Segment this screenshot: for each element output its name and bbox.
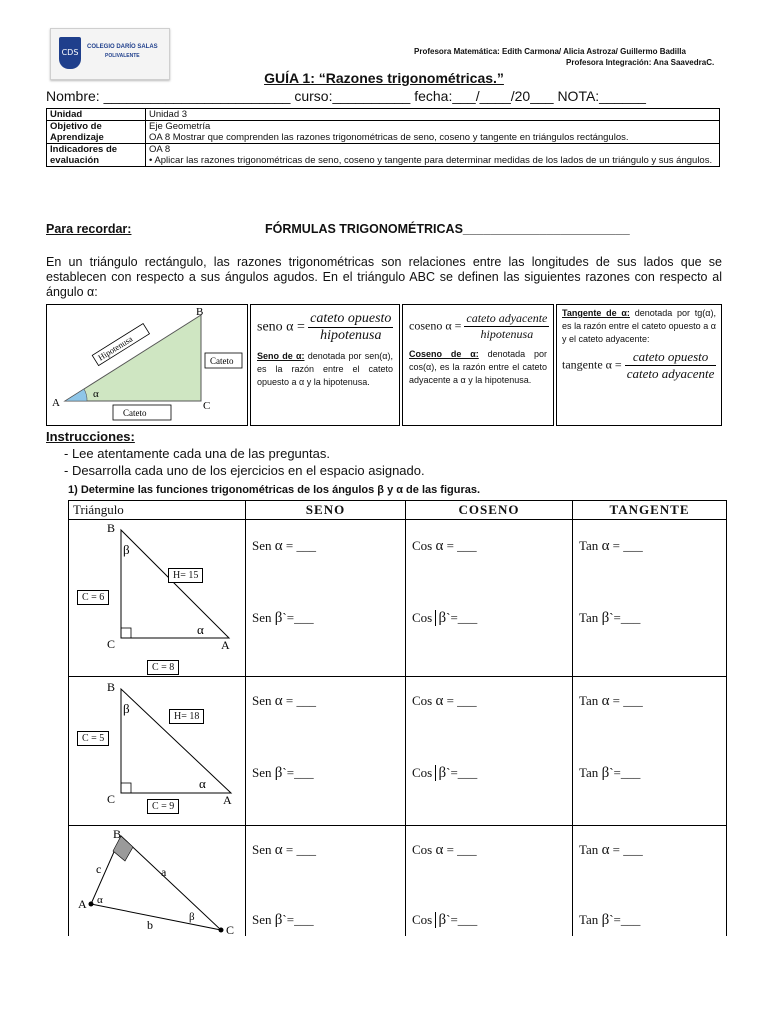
answer-blank[interactable]: =___ bbox=[286, 610, 314, 625]
seno-lhs: seno α = bbox=[257, 319, 305, 335]
beta-symbol: β bbox=[435, 610, 446, 626]
tan-alpha-2 bbox=[579, 693, 643, 710]
exercise-row-1 bbox=[69, 520, 727, 677]
indicadores-text: • Aplicar las razones trigonométricas de seno, coseno y tangente para determinar medidas de los lados de un triángulo y sus ángulos. bbox=[149, 155, 713, 166]
alpha-symbol: α bbox=[435, 693, 444, 709]
tri1-vertex-b: B bbox=[107, 521, 116, 535]
tri3-vertex-b: B bbox=[113, 827, 122, 841]
tan-label: Tan bbox=[579, 610, 599, 625]
coseno-formula-box bbox=[402, 304, 554, 426]
alpha-angle-mark bbox=[65, 389, 87, 401]
objetivo-eje: Eje Geometría bbox=[149, 121, 211, 132]
answer-blank[interactable]: = ___ bbox=[443, 693, 477, 708]
tan-cell-3 bbox=[573, 826, 727, 937]
seno-description bbox=[257, 350, 393, 389]
triangle-1-right-angle bbox=[121, 628, 131, 638]
tangente-fraction bbox=[625, 349, 717, 382]
tri3-vertex-a: A bbox=[78, 897, 87, 911]
reference-triangle-figure bbox=[47, 305, 247, 425]
alpha-symbol: α bbox=[601, 693, 610, 709]
tangente-title: Tangente de α: bbox=[562, 308, 630, 318]
answer-blank[interactable]: = ___ bbox=[282, 693, 316, 708]
ref-hypotenuse-label: Hipotenusa bbox=[96, 333, 135, 363]
coseno-title: Coseno de α: bbox=[409, 349, 479, 359]
para-recordar-label: Para recordar: bbox=[46, 222, 132, 236]
tri1-alpha: α bbox=[197, 622, 204, 637]
sen-cell-3 bbox=[246, 826, 406, 937]
tri3-side-c: c bbox=[96, 862, 102, 876]
ref-cateto-right: Cateto bbox=[210, 356, 234, 366]
coseno-denominator: hipotenusa bbox=[480, 327, 534, 341]
answer-blank[interactable]: =___ bbox=[286, 765, 314, 780]
sen-beta-1: Sen β`=___ bbox=[252, 610, 314, 626]
col-header-coseno: COSENO bbox=[406, 501, 573, 520]
sen-label: Sen bbox=[252, 610, 272, 625]
coseno-fraction bbox=[464, 311, 549, 342]
tri2-vertex-c: C bbox=[107, 792, 116, 806]
triangle-2 bbox=[121, 689, 231, 793]
beta-symbol: β bbox=[274, 765, 283, 781]
tan-cell-1 bbox=[573, 520, 727, 677]
alpha-symbol: α bbox=[435, 538, 444, 554]
logo-school-type: POLIVALENTE bbox=[105, 53, 140, 59]
beta-symbol: β bbox=[435, 912, 446, 928]
tri1-vertex-c: C bbox=[107, 637, 116, 651]
tri3-beta: β bbox=[189, 911, 195, 923]
seno-fraction bbox=[308, 311, 393, 344]
tangente-denominator: cateto adyacente bbox=[626, 366, 715, 381]
cos-cell-1 bbox=[406, 520, 573, 677]
triangle-cell-3 bbox=[69, 826, 246, 937]
cos-alpha-2 bbox=[412, 693, 477, 710]
beta-symbol: β bbox=[601, 912, 610, 928]
coseno-numerator: cateto adyacente bbox=[466, 311, 548, 325]
indicadores-value bbox=[146, 144, 720, 167]
school-crest: CDS bbox=[59, 37, 81, 69]
sen-cell-2 bbox=[246, 677, 406, 826]
triangle-cell-2 bbox=[69, 677, 246, 826]
coseno-description bbox=[409, 348, 547, 387]
col-header-triangle: Triángulo bbox=[69, 501, 246, 520]
answer-blank[interactable]: =___ bbox=[450, 765, 478, 780]
triangle-1 bbox=[121, 530, 229, 638]
question-1: 1) Determine las funciones trigonométricas de los ángulos β y α de las figuras. bbox=[68, 484, 481, 496]
tri3-alpha: α bbox=[97, 894, 103, 906]
sen-beta-2: Sen β`=___ bbox=[252, 765, 314, 781]
tangente-desc-text: denotada por tg(α), es la razón entre el cateto opuesto a α y el cateto adyacente: bbox=[562, 308, 716, 344]
coseno-desc-text: denotada por cos(α), es la razón entre el cateto adyacente a α y la hipotenusa. bbox=[409, 349, 547, 385]
cos-beta-2: Cos β`=___ bbox=[412, 765, 478, 781]
cos-beta-1: Cos β`=___ bbox=[412, 610, 478, 626]
answer-blank[interactable]: = ___ bbox=[609, 842, 643, 857]
tri2-vertex-b: B bbox=[107, 680, 116, 694]
beta-symbol: β bbox=[274, 912, 283, 928]
tangente-formula bbox=[562, 349, 716, 382]
tri1-cateto-horizontal-label: C = 8 bbox=[147, 660, 179, 675]
objetivo-oa: OA 8 Mostrar que comprenden las razones trigonométricas de seno, coseno y tangente en triángulos rectángulos. bbox=[149, 132, 629, 143]
ref-vertex-a: A bbox=[52, 397, 60, 409]
answer-blank[interactable]: = ___ bbox=[443, 538, 477, 553]
tan-beta-2: Tan β`=___ bbox=[579, 765, 641, 781]
indicadores-oa: OA 8 bbox=[149, 144, 171, 155]
sen-label: Sen bbox=[252, 693, 272, 708]
ref-vertex-c: C bbox=[203, 400, 211, 412]
tri2-cateto-horizontal-label: C = 9 bbox=[147, 799, 179, 814]
cos-alpha-3 bbox=[412, 842, 477, 859]
tan-label: Tan bbox=[579, 842, 599, 857]
answer-blank[interactable]: =___ bbox=[450, 610, 478, 625]
tri1-hypotenuse-label: H= 15 bbox=[168, 568, 203, 583]
answer-blank[interactable]: = ___ bbox=[282, 842, 316, 857]
cos-cell-2 bbox=[406, 677, 573, 826]
alpha-symbol: α bbox=[274, 693, 283, 709]
alpha-symbol: α bbox=[601, 538, 610, 554]
formulas-heading: FÓRMULAS TRIGONOMÉTRICAS________________________ bbox=[265, 222, 630, 236]
exercise-row-3 bbox=[69, 826, 727, 937]
coseno-lhs: coseno α = bbox=[409, 318, 462, 333]
cos-alpha-1 bbox=[412, 538, 477, 555]
tangente-numerator: cateto opuesto bbox=[625, 349, 717, 366]
student-fields-line: Nombre: ________________________ curso:__________ fecha:___/____/20___ NOTA:______ bbox=[46, 88, 646, 104]
sen-label: Sen bbox=[252, 912, 272, 927]
unidad-label: Unidad bbox=[47, 109, 146, 121]
col-header-tangente: TANGENTE bbox=[573, 501, 727, 520]
tri3-point-c bbox=[219, 928, 224, 933]
tan-label: Tan bbox=[579, 693, 599, 708]
cos-label: Cos bbox=[412, 610, 433, 625]
integration-teacher-line: Profesora Integración: Ana SaavedraC. bbox=[566, 58, 715, 67]
reference-triangle-box bbox=[46, 304, 248, 426]
info-table bbox=[46, 108, 720, 167]
sen-label: Sen bbox=[252, 842, 272, 857]
beta-symbol: β bbox=[435, 765, 446, 781]
tangente-lhs: tangente α = bbox=[562, 357, 622, 372]
col-header-seno: SENO bbox=[246, 501, 406, 520]
objetivo-value bbox=[146, 121, 720, 144]
beta-symbol: β bbox=[601, 610, 610, 626]
triangle-3-figure bbox=[69, 826, 241, 936]
tri2-alpha: α bbox=[199, 776, 206, 791]
tri2-cateto-vertical-label: C = 5 bbox=[77, 731, 109, 746]
ref-cateto-bottom: Cateto bbox=[123, 408, 147, 418]
beta-symbol: β bbox=[274, 610, 283, 626]
answer-blank[interactable]: =___ bbox=[613, 912, 641, 927]
seno-formula bbox=[257, 311, 393, 344]
tan-label: Tan bbox=[579, 538, 599, 553]
answer-blank[interactable]: =___ bbox=[613, 610, 641, 625]
ref-vertex-b: B bbox=[196, 306, 204, 318]
answer-blank[interactable]: =___ bbox=[286, 912, 314, 927]
answer-blank[interactable]: = ___ bbox=[282, 538, 316, 553]
intro-paragraph: En un triángulo rectángulo, las razones trigonométricas son relaciones entre las longitudes de sus lados que se establecen con respecto a sus ángulos agudos. En el triángulo ABC se definen las siguientes razones con respecto al ángulo α: bbox=[46, 255, 722, 299]
tan-cell-2 bbox=[573, 677, 727, 826]
seno-denominator: hipotenusa bbox=[320, 328, 382, 343]
unidad-value: Unidad 3 bbox=[146, 109, 720, 121]
cos-label: Cos bbox=[412, 693, 433, 708]
page-title: GUÍA 1: “Razones trigonométricas.” bbox=[264, 70, 504, 86]
answer-blank[interactable]: = ___ bbox=[443, 842, 477, 857]
alpha-symbol: α bbox=[274, 842, 283, 858]
alpha-symbol: α bbox=[601, 842, 610, 858]
cos-label: Cos bbox=[412, 912, 433, 927]
tri2-hypotenuse-label: H= 18 bbox=[169, 709, 204, 724]
tan-beta-3: Tan β`=___ bbox=[579, 912, 641, 928]
alpha-symbol: α bbox=[435, 842, 444, 858]
answer-blank[interactable]: =___ bbox=[450, 912, 478, 927]
tan-label: Tan bbox=[579, 765, 599, 780]
tangente-formula-box bbox=[556, 304, 722, 426]
tri2-beta: β bbox=[123, 701, 130, 716]
seno-numerator: cateto opuesto bbox=[310, 311, 392, 326]
cos-label: Cos bbox=[412, 765, 433, 780]
tri3-side-a: a bbox=[161, 865, 167, 879]
tan-label: Tan bbox=[579, 912, 599, 927]
tan-alpha-3 bbox=[579, 842, 643, 859]
instruction-bullet-2: - Desarrolla cada uno de los ejercicios en el espacio asignado. bbox=[64, 463, 425, 478]
sen-alpha-1 bbox=[252, 538, 316, 555]
tri2-vertex-a: A bbox=[223, 793, 232, 807]
tri3-side-b: b bbox=[147, 918, 153, 932]
answer-blank[interactable]: = ___ bbox=[609, 538, 643, 553]
exercise-row-2 bbox=[69, 677, 727, 826]
sen-label: Sen bbox=[252, 538, 272, 553]
objetivo-label: Objetivo de Aprendizaje bbox=[47, 121, 146, 144]
tangente-description bbox=[562, 307, 716, 346]
reference-triangle bbox=[65, 315, 201, 401]
sen-alpha-2 bbox=[252, 693, 316, 710]
tri3-point-a bbox=[89, 902, 94, 907]
instrucciones-heading: Instrucciones: bbox=[46, 429, 135, 444]
seno-title: Seno de α: bbox=[257, 351, 305, 361]
teachers-line: Profesora Matemática: Edith Carmona/ Alicia Astroza/ Guillermo Badilla bbox=[414, 47, 686, 56]
sen-beta-3: Sen β`=___ bbox=[252, 912, 314, 928]
seno-formula-box bbox=[250, 304, 400, 426]
logo-school-name: COLEGIO DARÍO SALAS bbox=[87, 44, 158, 50]
cos-beta-3: Cos β`=___ bbox=[412, 912, 478, 928]
tri3-vertex-c: C bbox=[226, 923, 235, 936]
alpha-symbol: α bbox=[274, 538, 283, 554]
cos-label: Cos bbox=[412, 538, 433, 553]
tri1-beta: β bbox=[123, 542, 130, 557]
coseno-formula bbox=[409, 311, 547, 342]
tan-alpha-1 bbox=[579, 538, 643, 555]
sen-label: Sen bbox=[252, 765, 272, 780]
instruction-bullet-1: - Lee atentamente cada una de las preguntas. bbox=[64, 446, 330, 461]
exercise-table bbox=[68, 500, 727, 936]
cos-label: Cos bbox=[412, 842, 433, 857]
ref-alpha-label: α bbox=[93, 388, 99, 400]
triangle-2-right-angle bbox=[121, 783, 131, 793]
tri1-vertex-a: A bbox=[221, 638, 230, 652]
sen-cell-1 bbox=[246, 520, 406, 677]
sen-alpha-3 bbox=[252, 842, 316, 859]
indicadores-label: Indicadores de evaluación bbox=[47, 144, 146, 167]
beta-symbol: β bbox=[601, 765, 610, 781]
triangle-cell-1 bbox=[69, 520, 246, 677]
answer-blank[interactable]: = ___ bbox=[609, 693, 643, 708]
answer-blank[interactable]: =___ bbox=[613, 765, 641, 780]
tri1-cateto-vertical-label: C = 6 bbox=[77, 590, 109, 605]
cos-cell-3 bbox=[406, 826, 573, 937]
seno-desc-text: denotada por sen(α), es la razón entre el cateto opuesto a α y la hipotenusa. bbox=[257, 351, 393, 387]
tan-beta-1: Tan β`=___ bbox=[579, 610, 641, 626]
triangle-3 bbox=[91, 836, 221, 930]
